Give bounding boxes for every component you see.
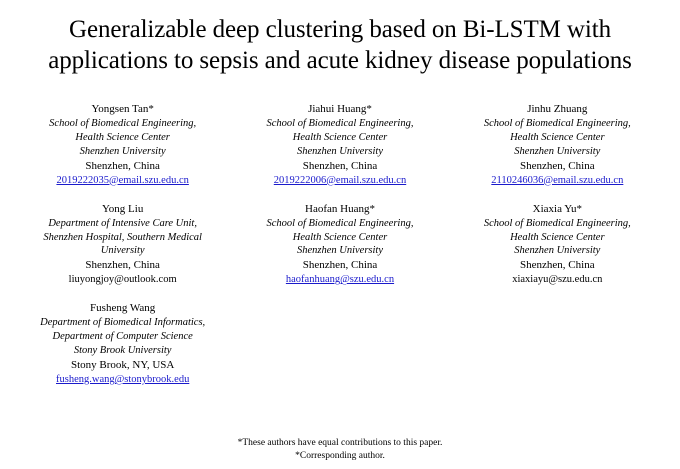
author-affiliation: Department of Biomedical Informatics, Department of Computer Science Stony Brook University [40, 317, 206, 357]
author-location: Shenzhen, China [520, 259, 595, 272]
author-email[interactable]: 2019222035@email.szu.edu.cn [56, 174, 189, 186]
author-affiliation: School of Biomedical Engineering, Health Science Center Shenzhen University [483, 217, 631, 257]
page-title: Generalizable deep clustering based on Bi-LSTM with applications to sepsis and acute kidney disease populations [48, 16, 632, 74]
author-affiliation: School of Biomedical Engineering, Health Science Center Shenzhen University [266, 217, 414, 257]
author-name: Jiahui Huang* [308, 103, 372, 115]
author-location: Shenzhen, China [85, 259, 160, 272]
author-email[interactable]: 2019222006@email.szu.edu.cn [273, 174, 407, 186]
author-location: Shenzhen, China [85, 159, 160, 172]
author-name: Fusheng Wang [90, 302, 156, 315]
author-block [231, 102, 448, 188]
author-email[interactable]: haofanhuang@szu.edu.cn [285, 274, 395, 286]
footnote-corresponding-author: *Corresponding author. [295, 451, 385, 462]
author-email[interactable]: 2110246036@email.szu.edu.cn [491, 174, 624, 186]
author-email[interactable]: fusheng.wang@stonybrook.edu [56, 373, 190, 385]
author-block [449, 202, 666, 288]
author-email[interactable]: liuyongjoy@outlook.com [68, 274, 177, 286]
author-affiliation: School of Biomedical Engineering, Health Science Center Shenzhen University [266, 117, 414, 157]
author-block [449, 102, 666, 188]
author-name: Xiaxia Yu* [532, 202, 583, 215]
author-name: Jinhu Zhuang [527, 103, 588, 115]
author-location: Shenzhen, China [302, 159, 378, 172]
footnote-equal-contribution: *These authors have equal contributions to this paper. [237, 438, 443, 449]
author-email[interactable]: xiaxiayu@szu.edu.cn [512, 274, 603, 286]
author-block [14, 102, 231, 188]
author-name: Haofan Huang* [305, 202, 375, 215]
empty-cell [449, 301, 666, 387]
empty-cell [231, 301, 448, 387]
author-affiliation: Department of Intensive Care Unit, Shenzhen Hospital, Southern Medical University [43, 217, 202, 257]
author-name: Yong Liu [101, 202, 144, 215]
author-block [231, 202, 448, 288]
author-name: Yongsen Tan* [91, 103, 154, 115]
footnotes [0, 437, 680, 463]
author-block [14, 301, 231, 387]
author-list [14, 102, 666, 387]
author-affiliation: School of Biomedical Engineering, Health Science Center Shenzhen University [49, 117, 197, 157]
author-affiliation: School of Biomedical Engineering, Health Science Center Shenzhen University [483, 117, 631, 157]
author-location: Shenzhen, China [520, 159, 595, 172]
author-location: Stony Brook, NY, USA [70, 359, 175, 372]
author-location: Shenzhen, China [302, 259, 378, 272]
author-block [14, 202, 231, 288]
